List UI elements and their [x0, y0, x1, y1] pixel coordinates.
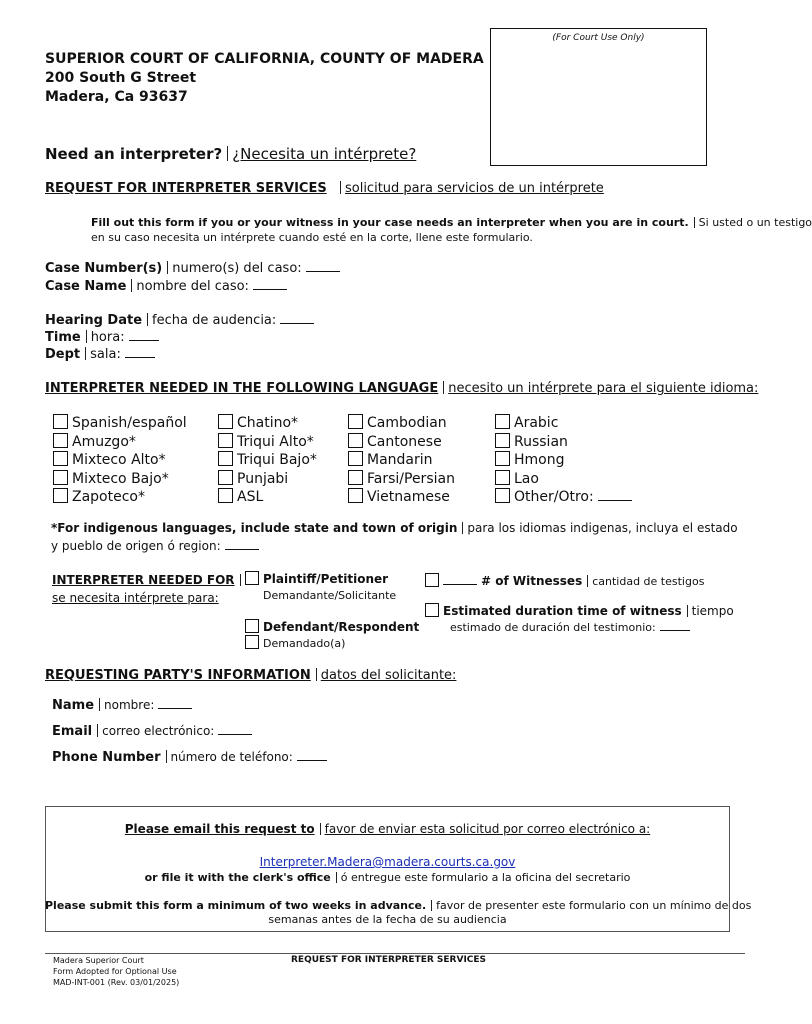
witnesses-label-en: # of Witnesses [481, 574, 583, 588]
checkbox[interactable] [53, 451, 68, 466]
language-column-3 [348, 414, 455, 507]
language-option[interactable] [495, 488, 632, 507]
language-label: Cantonese [367, 433, 442, 450]
instructions-en: Fill out this form if you or your witness in your case needs an interpreter when you are in court. [91, 216, 689, 229]
time-field[interactable] [45, 330, 159, 345]
requesting-party-heading-en: REQUESTING PARTY'S INFORMATION [45, 668, 311, 683]
language-heading [45, 381, 758, 396]
court-address-line2: Madera, Ca 93637 [45, 89, 188, 105]
form-title-en: REQUEST FOR INTERPRETER SERVICES [45, 181, 327, 196]
footer-rule [45, 953, 745, 954]
language-option[interactable] [348, 433, 455, 452]
email-label-en: Email [52, 724, 93, 739]
language-label: ASL [237, 489, 264, 505]
language-label: Punjabi [237, 470, 289, 487]
language-option[interactable] [348, 470, 455, 489]
time-label-es: hora: [90, 330, 125, 345]
checkbox[interactable] [495, 433, 510, 448]
needed-for-heading-en: INTERPRETER NEEDED FOR [52, 573, 235, 587]
checkbox[interactable] [53, 488, 68, 503]
court-address-line1: 200 South G Street [45, 70, 197, 86]
language-option[interactable] [53, 451, 187, 470]
witnesses-label-es: cantidad de testigos [592, 575, 705, 588]
checkbox[interactable] [218, 470, 233, 485]
email-request-es: favor de enviar esta solicitud por correo electrónico a: [324, 822, 651, 836]
language-option[interactable] [53, 433, 187, 452]
checkbox[interactable] [348, 433, 363, 448]
checkbox[interactable] [218, 433, 233, 448]
case-name-label-en: Case Name [45, 279, 127, 294]
checkbox[interactable] [425, 603, 439, 617]
defendant-label-en: Defendant/Respondent [263, 620, 420, 634]
footer-title: REQUEST FOR INTERPRETER SERVICES [291, 955, 487, 965]
language-label: Hmong [514, 452, 565, 468]
case-number-field[interactable] [45, 261, 340, 276]
checkbox[interactable] [218, 488, 233, 503]
checkbox[interactable] [245, 571, 259, 585]
indigenous-note-es-2: y pueblo de origen ó region: [51, 539, 221, 553]
file-clerk-line [45, 871, 730, 884]
indigenous-note-es-1: para los idiomas indigenas, incluya el estado [467, 521, 738, 535]
needed-for-heading [52, 573, 245, 587]
language-column-2 [218, 414, 317, 507]
case-number-label-es: numero(s) del caso: [172, 261, 302, 276]
language-label: Mixteco Alto* [72, 452, 166, 468]
language-option[interactable] [218, 451, 317, 470]
file-clerk-en: or file it with the clerk's office [144, 871, 331, 884]
language-label: Vietnamese [367, 489, 450, 505]
plaintiff-option[interactable] [245, 571, 388, 586]
checkbox[interactable] [53, 414, 68, 429]
phone-label-en: Phone Number [52, 750, 161, 765]
email-field[interactable] [52, 724, 252, 739]
checkbox[interactable] [218, 451, 233, 466]
advance-es-1: favor de presenter este formulario con un mínimo de dos [436, 899, 752, 912]
checkbox[interactable] [53, 433, 68, 448]
language-option[interactable] [218, 433, 317, 452]
email-label-es: correo electrónico: [102, 724, 215, 738]
instructions-es-1: Si usted o un testigo [698, 216, 812, 229]
email-address-line [45, 855, 730, 869]
checkbox[interactable] [348, 414, 363, 429]
language-label: Zapoteco* [72, 489, 145, 505]
requesting-party-heading [45, 668, 456, 683]
indigenous-note-en: *For indigenous languages, include state and town of origin [51, 521, 458, 535]
duration-label-es-1: tiempo [691, 604, 734, 618]
dept-label-en: Dept [45, 347, 81, 362]
hearing-date-field[interactable] [45, 313, 314, 328]
email-request-line [45, 822, 730, 836]
language-label: Mandarin [367, 452, 433, 468]
checkbox[interactable] [245, 635, 259, 649]
language-option[interactable] [53, 470, 187, 489]
language-option[interactable] [495, 470, 632, 489]
phone-field[interactable] [52, 750, 327, 765]
case-name-field[interactable] [45, 279, 287, 294]
language-label: Cambodian [367, 415, 447, 431]
checkbox[interactable] [348, 451, 363, 466]
checkbox[interactable] [425, 573, 439, 587]
language-heading-en: INTERPRETER NEEDED IN THE FOLLOWING LANGUAGE [45, 381, 439, 396]
language-option[interactable] [348, 488, 455, 507]
email-address-link[interactable]: Interpreter.Madera@madera.courts.ca.gov [259, 855, 516, 869]
checkbox[interactable] [495, 488, 510, 503]
advance-line1 [45, 899, 752, 912]
language-column-1 [53, 414, 187, 507]
email-request-en: Please email this request to [124, 822, 315, 836]
defendant-label-es: Demandado(a) [263, 637, 346, 650]
language-heading-es: necesito un intérprete para el siguiente idioma: [448, 381, 759, 396]
form-title-es: solicitud para servicios de un intérprete [344, 181, 604, 196]
duration-field-line2[interactable] [450, 620, 690, 634]
file-clerk-es: ó entregue este formulario a la oficina del secretario [340, 871, 631, 884]
language-option[interactable] [348, 414, 455, 433]
language-label: Triqui Bajo* [237, 452, 317, 468]
language-label: Lao [514, 470, 539, 487]
requesting-party-heading-es: datos del solicitante: [320, 668, 457, 683]
advance-es-2: semanas antes de la fecha de su audiencia [268, 913, 507, 926]
footer-left [53, 955, 179, 988]
name-label-es: nombre: [104, 698, 155, 712]
language-label: Other/Otro: [514, 489, 594, 505]
checkbox[interactable] [348, 488, 363, 503]
language-label: Mixteco Bajo* [72, 470, 169, 487]
need-interpreter-line [45, 145, 416, 163]
language-label: Spanish/español [72, 415, 187, 431]
court-use-box [490, 28, 707, 166]
duration-label-es-2: estimado de duración del testimonio: [450, 621, 656, 634]
language-option[interactable] [495, 433, 632, 452]
hearing-date-label-es: fecha de audencia: [152, 313, 277, 328]
footer-line3: MAD-INT-001 (Rev. 03/01/2025) [53, 978, 180, 987]
need-interpreter-en: Need an interpreter? [45, 145, 223, 163]
defendant-es-option[interactable] [245, 635, 345, 650]
language-column-4 [495, 414, 632, 507]
language-option[interactable] [495, 451, 632, 470]
plaintiff-label-es: Demandante/Solicitante [263, 589, 397, 602]
checkbox[interactable] [495, 414, 510, 429]
language-option[interactable] [218, 414, 317, 433]
language-label: Arabic [514, 415, 559, 431]
checkbox[interactable] [218, 414, 233, 429]
advance-en: Please submit this form a minimum of two weeks in advance. [45, 899, 427, 912]
dept-field[interactable] [45, 347, 155, 362]
need-interpreter-es: ¿Necesita un intérprete? [232, 145, 417, 163]
duration-label-en: Estimated duration time of witness [443, 604, 682, 618]
hearing-date-label-en: Hearing Date [45, 313, 143, 328]
instructions-es-2: en su caso necesita un intérprete cuando esté en la corte, llene este formulario. [91, 231, 533, 244]
court-name: SUPERIOR COURT OF CALIFORNIA, COUNTY OF MADERA [45, 51, 484, 67]
needed-for-heading-es: se necesita intérprete para: [52, 591, 219, 605]
checkbox[interactable] [495, 451, 510, 466]
language-option[interactable] [218, 488, 317, 507]
language-option[interactable] [53, 488, 187, 507]
witnesses-field[interactable] [425, 573, 704, 588]
checkbox[interactable] [495, 470, 510, 485]
language-option[interactable] [53, 414, 187, 433]
checkbox[interactable] [245, 619, 259, 633]
footer-line2: Form Adopted for Optional Use [53, 967, 177, 976]
duration-field[interactable] [425, 603, 734, 618]
phone-label-es: número de teléfono: [170, 750, 293, 764]
name-field[interactable] [52, 698, 192, 713]
name-label-en: Name [52, 698, 95, 713]
defendant-option[interactable] [245, 619, 419, 634]
language-label: Farsi/Persian [367, 470, 455, 487]
language-label: Amuzgo* [72, 433, 136, 450]
time-label-en: Time [45, 330, 81, 345]
language-option[interactable] [495, 414, 632, 433]
checkbox[interactable] [53, 470, 68, 485]
case-number-label-en: Case Number(s) [45, 261, 163, 276]
language-option[interactable] [348, 451, 455, 470]
indigenous-note-line1 [51, 521, 738, 535]
language-option[interactable] [218, 470, 317, 489]
form-title-line [45, 181, 604, 196]
case-name-label-es: nombre del caso: [136, 279, 249, 294]
language-label: Triqui Alto* [237, 433, 314, 450]
language-label: Chatino* [237, 415, 299, 431]
plaintiff-label-en: Plaintiff/Petitioner [263, 572, 389, 586]
footer-line1: Madera Superior Court [53, 956, 144, 965]
dept-label-es: sala: [90, 347, 121, 362]
language-label: Russian [514, 433, 568, 450]
instructions-line1 [91, 216, 812, 229]
indigenous-note-line2[interactable] [51, 539, 259, 553]
checkbox[interactable] [348, 470, 363, 485]
court-use-label: (For Court Use Only) [552, 33, 645, 43]
